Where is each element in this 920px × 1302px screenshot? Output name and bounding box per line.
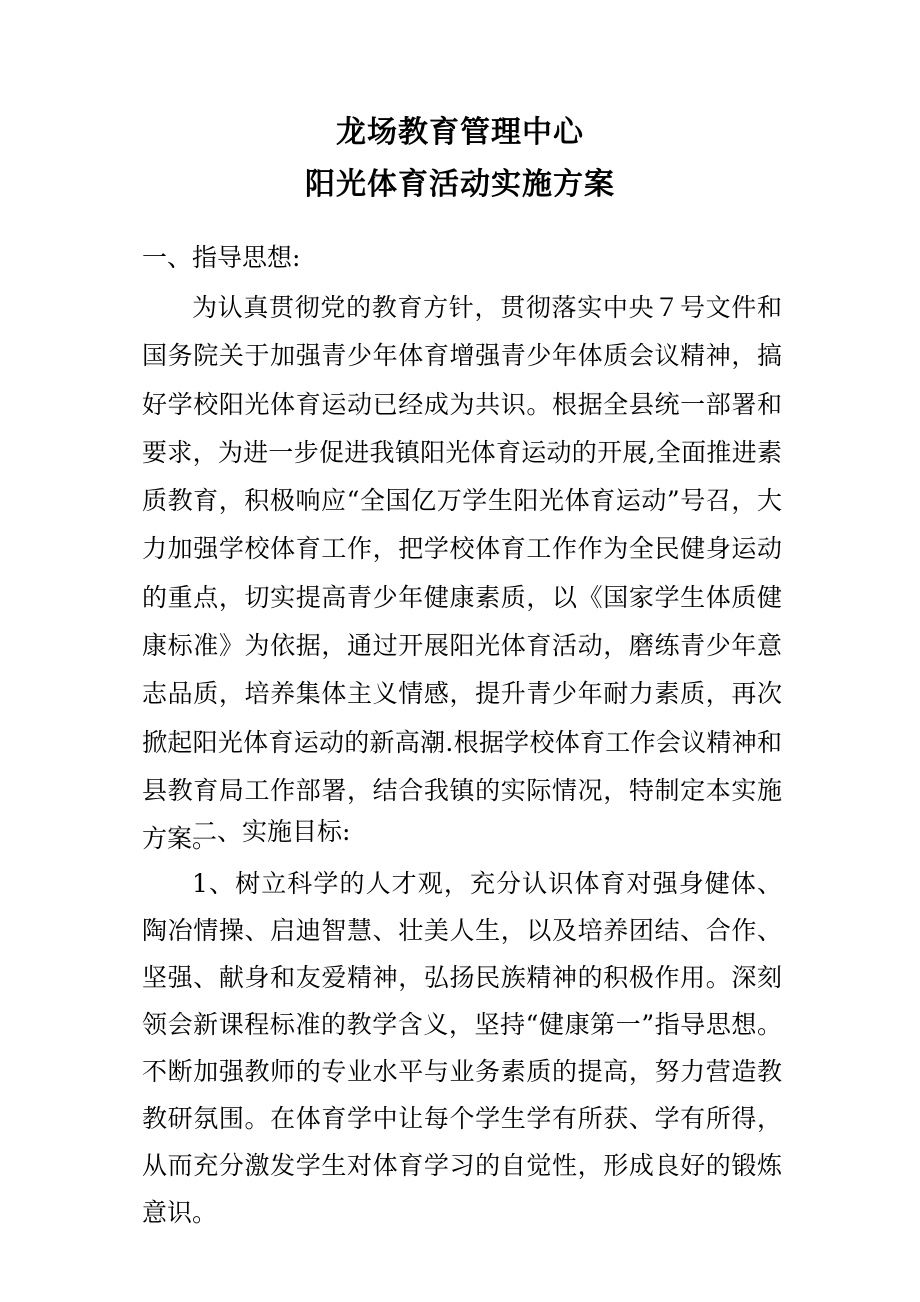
document-title-plan: 阳光体育活动实施方案: [305, 167, 615, 202]
paragraph-guiding-ideology: 为认真贯彻党的教育方针，贯彻落实中央７号文件和国务院关于加强青少年体育增强青少年体质会议精神，搞好学校阳光体育运动已经成为共识。根据全县统一部署和要求，为进一步促进我镇阳光体育运动的开展,全面推进素质教育，积极响应“全国亿万学生阳光体育运动”号召，大力加强学校体育工作，把学校体育工作作为全民健身运动的重点，切实提高青少年健康素质，以《国家学生体质健康标准》为依据，通过开展阳光体育活动，磨练青少年意志品质，培养集体主义情感，提升青少年耐力素质，再次掀起阳光体育运动的新高潮.根据学校体育工作会议精神和县教育局工作部署，结合我镇的实际情况，特制定本实施方案。: [142, 293, 782, 854]
section-heading-implementation-goals: 二、实施目标:: [192, 817, 351, 846]
paragraph-implementation-goal-1: 1、树立科学的人才观，充分认识体育对强身健体、陶冶情操、启迪智慧、壮美人生，以及培养团结、合作、坚强、献身和友爱精神，弘扬民族精神的积极作用。深刻领会新课程标准的教学含义，坚持“健康第一”指导思想。不断加强教师的专业水平与业务素质的提高，努力营造教教研氛围。在体育学中让每个学生学有所获、学有所得，从而充分激发学生对体育学习的自觉性，形成良好的锻炼意识。: [142, 869, 782, 1227]
section-heading-guiding-ideology: 一、指导思想:: [142, 243, 301, 272]
document-title-organization: 龙场教育管理中心: [336, 115, 584, 150]
